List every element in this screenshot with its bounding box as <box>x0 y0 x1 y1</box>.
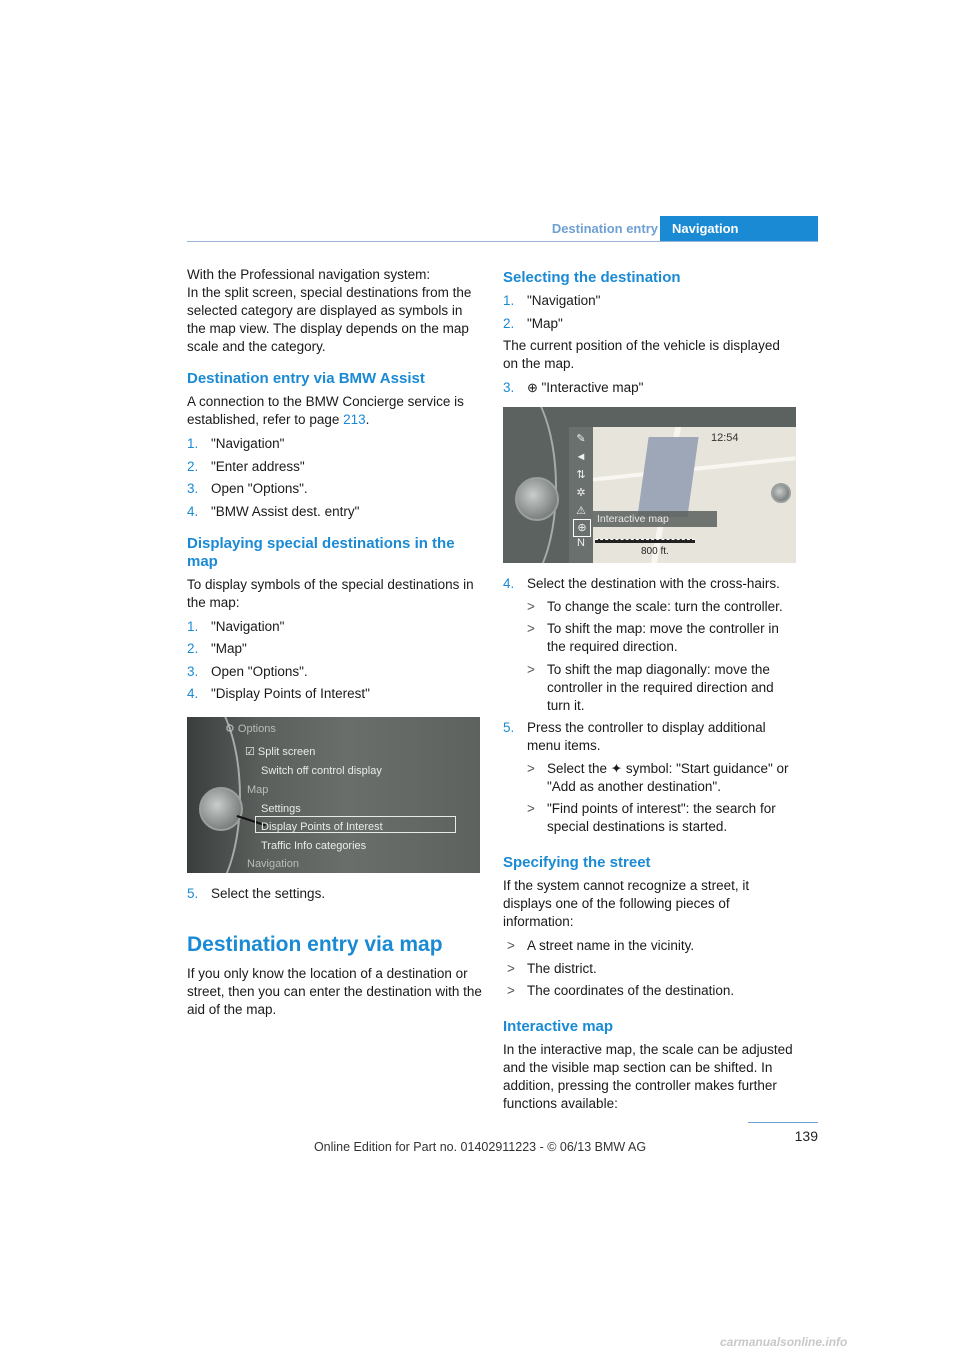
intro-line-2: In the split screen, special destinations from the selected category are displayed as symbols in the map view. The display depends on the map scale and the category. <box>187 285 472 354</box>
interactive-map-screenshot <box>503 407 796 563</box>
page-number-rule <box>748 1122 818 1123</box>
list-item: 1. "Navigation" <box>187 436 285 451</box>
selecting-text: The current position of the vehicle is displayed on the map. <box>503 338 780 371</box>
screen-menu-item: Settings <box>261 803 301 815</box>
list-item: > A street name in the vicinity. <box>507 938 695 953</box>
destination-flag-icon: ✦ <box>610 760 623 776</box>
heading-selecting: Selecting the destination <box>503 269 681 286</box>
screen-menu-item: Traffic Info categories <box>261 840 367 852</box>
street-bullets <box>503 937 798 1000</box>
route-icon: ⇅ <box>576 469 586 481</box>
heading-bmw-assist: Destination entry via BMW Assist <box>187 370 425 387</box>
options-screenshot <box>187 717 480 873</box>
step5-bullets <box>503 760 798 837</box>
running-header-tab: Navigation <box>660 216 818 242</box>
selecting-steps <box>503 292 798 333</box>
list-item: > The district. <box>507 960 597 976</box>
settings-icon: ✲ <box>576 487 586 499</box>
heading-poi: Displaying special destinations in the map <box>187 534 455 570</box>
poi-text: To display symbols of the special destinations in the map: <box>187 576 474 610</box>
street-text: If the system cannot recognize a street, it displays one of the following pieces of information: <box>503 878 750 929</box>
bmw-assist-text: A connection to the BMW Concierge service is established, refer to page 213. <box>187 394 464 427</box>
controller-knob-icon <box>199 787 243 831</box>
list-item: 1. "Navigation" <box>187 618 285 634</box>
heading-via-map: Destination entry via map <box>187 933 443 956</box>
screen-menu-item: ☑ Split screen <box>245 746 316 758</box>
map-scale: 800 ft. <box>641 546 669 557</box>
list-item: 4. "BMW Assist dest. entry" <box>187 503 360 519</box>
crosshair-icon: ⊕ <box>527 380 542 395</box>
poi-step-5 <box>187 885 482 903</box>
list-item: 2. "Map" <box>187 641 247 656</box>
controller-knob-icon <box>515 477 559 521</box>
right-column <box>503 266 798 1119</box>
header-rule <box>187 241 818 242</box>
map-clock: 12:54 <box>711 432 739 444</box>
list-item: > To shift the map diagonally: move the controller in the required direction and turn it. <box>527 661 774 713</box>
list-item: > To change the scale: turn the controller. <box>527 598 783 614</box>
interactive-text: In the interactive map, the scale can be adjusted and the visible map section can be shifted. In addition, pressing the controller makes further functions available: <box>503 1042 793 1111</box>
screen-menu-item: Switch off control display <box>261 765 382 777</box>
via-map-text: If you only know the location of a destination or street, then you can enter the destination with the aid of the map. <box>187 966 482 1017</box>
poi-steps <box>187 618 482 704</box>
map-label: Interactive map <box>593 511 717 527</box>
screen-menu-group: Navigation <box>247 858 299 870</box>
warning-icon: ⚠ <box>576 505 586 517</box>
list-item: 5. Press the controller to display additional menu items. <box>503 720 766 753</box>
page-reference-link[interactable]: 213 <box>343 412 366 427</box>
list-item: 4. Select the destination with the cross-hairs. <box>503 576 780 591</box>
sound-icon: ◄ <box>575 451 587 463</box>
list-item: 3. Open "Options". <box>187 663 308 679</box>
edition-footer: Online Edition for Part no. 01402911223 - © 06/13 BMW AG <box>313 1140 647 1154</box>
heading-street: Specifying the street <box>503 854 651 871</box>
left-column <box>187 266 482 1025</box>
list-item: 3. Open "Options". <box>187 481 308 496</box>
list-item: 3. ⊕ "Interactive map" <box>503 380 644 395</box>
heading-interactive: Interactive map <box>503 1018 614 1035</box>
crosshair-icon: ⊕ <box>573 519 591 537</box>
screen-title: ⚙ Options <box>225 723 276 735</box>
page-number: 139 <box>794 1128 818 1144</box>
list-item: > "Find points of interest": the search for special destinations is started. <box>527 801 776 834</box>
list-item: 2. "Enter address" <box>187 458 305 474</box>
list-item: 5. Select the settings. <box>187 886 326 901</box>
screen-menu-group: Map <box>247 784 269 796</box>
list-item: 4. "Display Points of Interest" <box>187 686 370 701</box>
watermark: carmanualsonline.info <box>720 1335 848 1349</box>
step4-bullets <box>503 598 798 715</box>
list-item: 1. "Navigation" <box>503 293 601 308</box>
screen-menu-item-selected: Display Points of Interest <box>261 821 383 833</box>
sound-icon: ✎ <box>576 433 586 445</box>
list-item: > To shift the map: move the controller in the required direction. <box>527 621 779 654</box>
bmw-assist-steps <box>187 435 482 521</box>
intro-line-1: With the Professional navigation system: <box>187 267 431 282</box>
map-edge-icon <box>771 483 791 503</box>
running-header-section: Destination entry <box>551 221 658 236</box>
list-item: > Select the ✦ symbol: "Start guidance" or "Add as another destination". <box>527 760 789 794</box>
list-item: > The coordinates of the destination. <box>507 983 735 998</box>
list-item: 2. "Map" <box>503 315 563 331</box>
north-icon: N <box>577 537 585 549</box>
